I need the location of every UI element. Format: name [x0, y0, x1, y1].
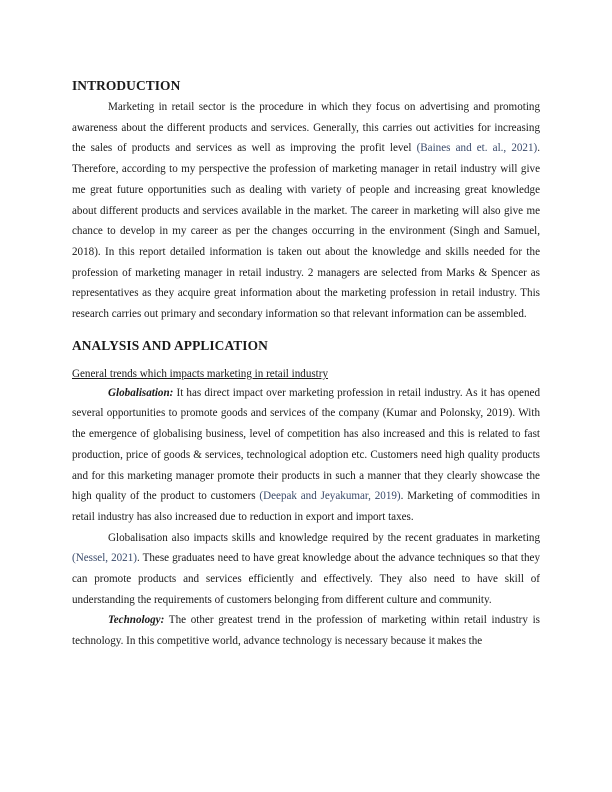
citation-deepak: (Deepak and Jeyakumar, 2019)	[259, 490, 401, 503]
technology-lead: Technology:	[108, 614, 165, 627]
page-content	[72, 78, 540, 652]
intro-text-1: Marketing in retail sector is the procedure in which they focus on advertising and promoting awareness about the different products and services. Generally, this carries out activities for increasing the sales of products and services as well as improving the profit level	[72, 101, 540, 155]
trends-subheading: General trends which impacts marketing in retail industry	[72, 367, 329, 380]
globalisation-lead: Globalisation:	[108, 386, 174, 399]
analysis-heading: ANALYSIS AND APPLICATION	[72, 337, 268, 353]
introduction-heading: INTRODUCTION	[72, 78, 181, 93]
intro-text-2: . Therefore, according to my perspective the profession of marketing manager in retail industry will give me great future opportunities such as dealing with variety of people and increasing great knowledge about different products and services available in the market. The career in marketing will also give me chance to develop in my career as per the changes occurring in the environment (Singh and Samuel, 2018). In this report detailed information is taken out about the knowledge and skills needed for the profession of marketing manager in retail industry. 2 managers are selected from Marks & Spencer as representatives as they acquire great information about the marketing profession in retail industry. This research carries out primary and secondary information so that relevant information can be assembled.	[72, 142, 540, 321]
technology-paragraph	[72, 610, 540, 651]
globalisation-skills-text-2: . These graduates need to have great knowledge about the advance techniques so that they can promote products and services efficiently and effectively. They also need to have skill of understanding the requirements of customers belonging from different culture and community.	[72, 552, 540, 606]
citation-nessel: (Nessel, 2021)	[72, 552, 137, 565]
technology-text: The other greatest trend in the profession of marketing within retail industry is technology. In this competitive world, advance technology is necessary because it makes the	[72, 614, 540, 648]
citation-baines: (Baines and et. al., 2021)	[416, 142, 538, 155]
globalisation-text-2: . Marketing of commodities in retail industry has also increased due to reduction in export and import taxes.	[72, 490, 540, 523]
globalisation-paragraph	[72, 383, 540, 528]
globalisation-text-1: It has direct impact over marketing profession in retail industry. As it has opened several opportunities to promote goods and services of the company (Kumar and Polonsky, 2019). With the emergence of globalising business, level of competition has also increased and this is related to fast production, price of goods & services, technological adoption etc. Customers need high quality products and for this marketing manager promote their products in such a manner that they clearly showcase the high quality of the product to customers	[72, 386, 540, 503]
globalisation-skills-paragraph	[72, 528, 540, 611]
introduction-paragraph	[72, 97, 540, 325]
globalisation-skills-text-1: Globalisation also impacts skills and knowledge required by the recent graduates in marketing	[108, 531, 540, 544]
